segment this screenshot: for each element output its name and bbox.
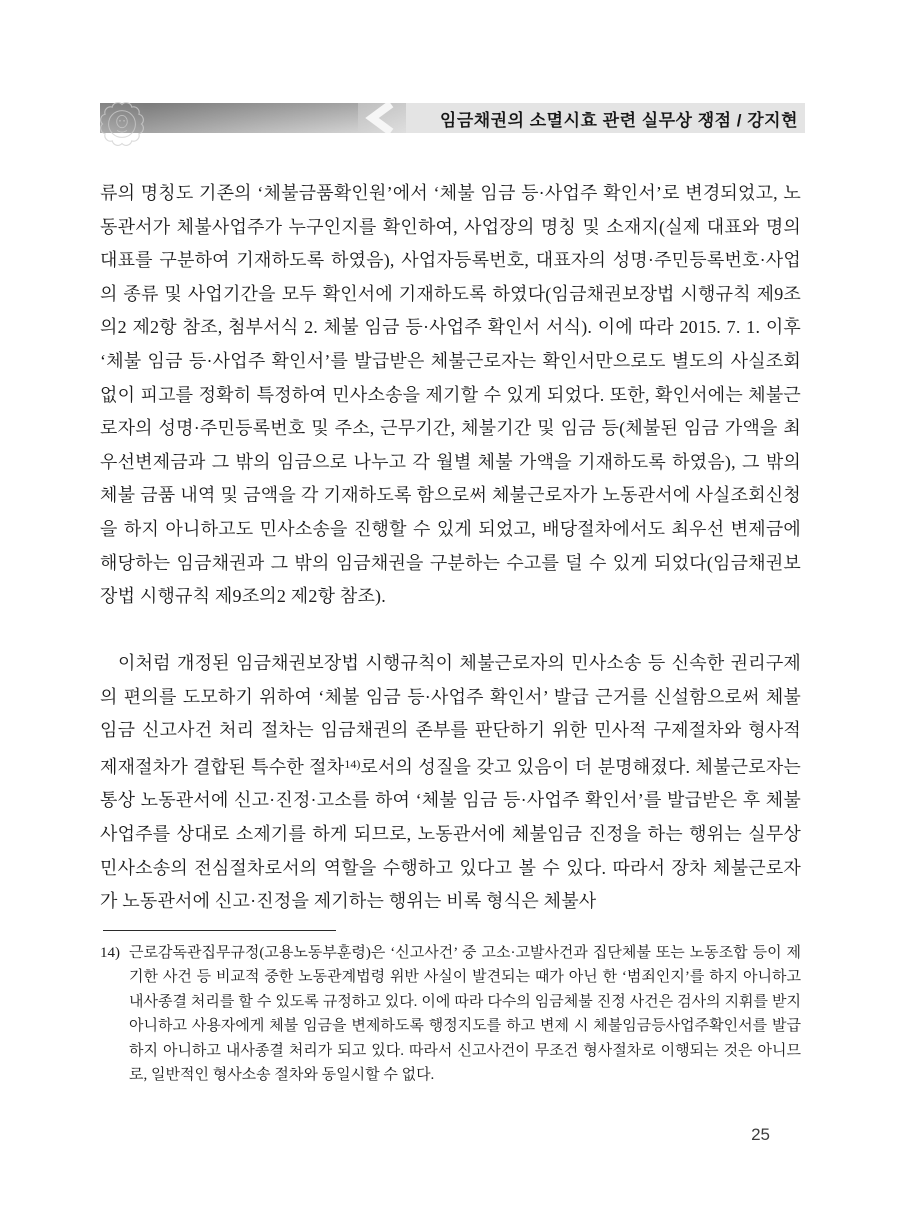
paragraph-2-text-after-ref: 로서의 성질을 갖고 있음이 더 분명해졌다. 체불근로자는 통상 노동관서에 신고·진정·고소를 하여 ‘체불 임금 등·사업주 확인서’를 발급받은 후 체불사업주를 상대로 소제기를 하게 되므로, 노동관서에 체불임금 진정을 하는 행위는 실무상 민사소송의 전심절차로서의 역할을 수행하고 있다고 볼 수 있다. 따라서 장차 체불근로자가 노동관서에 신고·진정을 제기하는 행위는 비록 형식은 체불사 xyxy=(100,756,801,912)
paragraph-1 xyxy=(100,177,801,614)
header-title-band xyxy=(406,103,805,133)
running-head-title: 임금채권의 소멸시효 관련 실무상 쟁점 / 강지현 xyxy=(439,110,798,130)
page-number: 25 xyxy=(751,1125,770,1144)
paragraph-1-text: 류의 명칭도 기존의 ‘체불금품확인원’에서 ‘체불 임금 등·사업주 확인서’로 변경되었고, 노동관서가 체불사업주가 누구인지를 확인하여, 사업장의 명칭 및 소재지(실제 대표와 명의 대표를 구분하여 기재하도록 하였음), 사업자등록번호, 대표자의 성명·주민등록번호·사업의 종류 및 사업기간을 모두 확인서에 기재하도록 하였다(임금채권보장법 시행규칙 제9조의2 제2항 참조, 첨부서식 2. 체불 임금 등·사업주 확인서 서식). 이에 따라 2015. 7. 1. 이후 ‘체불 임금 등·사업주 확인서’를 발급받은 체불근로자는 확인서만으로도 별도의 사실조회 없이 피고를 정확히 특정하여 민사소송을 제기할 수 있게 되었다. 또한, 확인서에는 체불근로자의 성명·주민등록번호 및 주소, 근무기간, 체불기간 및 임금 등(체불된 임금 가액을 최우선변제금과 그 밖의 임금으로 나누고 각 월별 체불 가액을 기재하도록 하였음), 그 밖의 체불 금품 내역 및 금액을 각 기재하도록 함으로써 체불근로자가 노동관서에 사실조회신청을 하지 아니하고도 민사소송을 진행할 수 있게 되었고, 배당절차에서도 최우선 변제금에 해당하는 임금채권과 그 밖의 임금채권을 구분하는 수고를 덜 수 있게 되었다(임금채권보장법 시행규칙 제9조의2 제2항 참조). xyxy=(100,183,801,607)
header-bar xyxy=(100,103,805,133)
footnote-14 xyxy=(100,941,801,1087)
court-seal-icon xyxy=(96,98,148,155)
paragraph-2-text-before-ref: 이처럼 개정된 임금채권보장법 시행규칙이 체불근로자의 민사소송 등 신속한 권리구제의 편의를 도모하기 위하여 ‘체불 임금 등·사업주 확인서’ 발급 근거를 신설함으로써 체불임금 신고사건 처리 절차는 임금채권의 존부를 판단하기 위한 민사적 구제절차와 형사적 제재절차가 결합된 특수한 절차 xyxy=(100,653,801,777)
chevron-left-icon xyxy=(358,103,406,133)
footnote-reference-14: 14) xyxy=(344,756,361,771)
footnote-14-number: 14) xyxy=(100,945,120,961)
footnote-14-text: 근로감독관집무규정(고용노동부훈령)은 ‘신고사건’ 중 고소·고발사건과 집단체불 또는 노동조합 등이 제기한 사건 등 비교적 중한 노동관계법령 위반 사실이 발견되는 때가 아닌 한 ‘범죄인지’를 하지 아니하고 내사종결 처리를 할 수 있도록 규정하고 있다. 이에 따라 다수의 임금체불 진정 사건은 검사의 지휘를 받지 아니하고 사용자에게 체불 임금을 변제하도록 행정지도를 하고 변제 시 체불임금등사업주확인서를 발급하지 아니하고 내사종결 처리가 되고 있다. 따라서 신고사건이 무조건 형사절차로 이행되는 것은 아니므로, 일반적인 형사소송 절차와 동일시할 수 없다. xyxy=(129,945,801,1084)
paragraph-2 xyxy=(100,647,801,919)
footnote-separator-rule xyxy=(103,930,336,931)
